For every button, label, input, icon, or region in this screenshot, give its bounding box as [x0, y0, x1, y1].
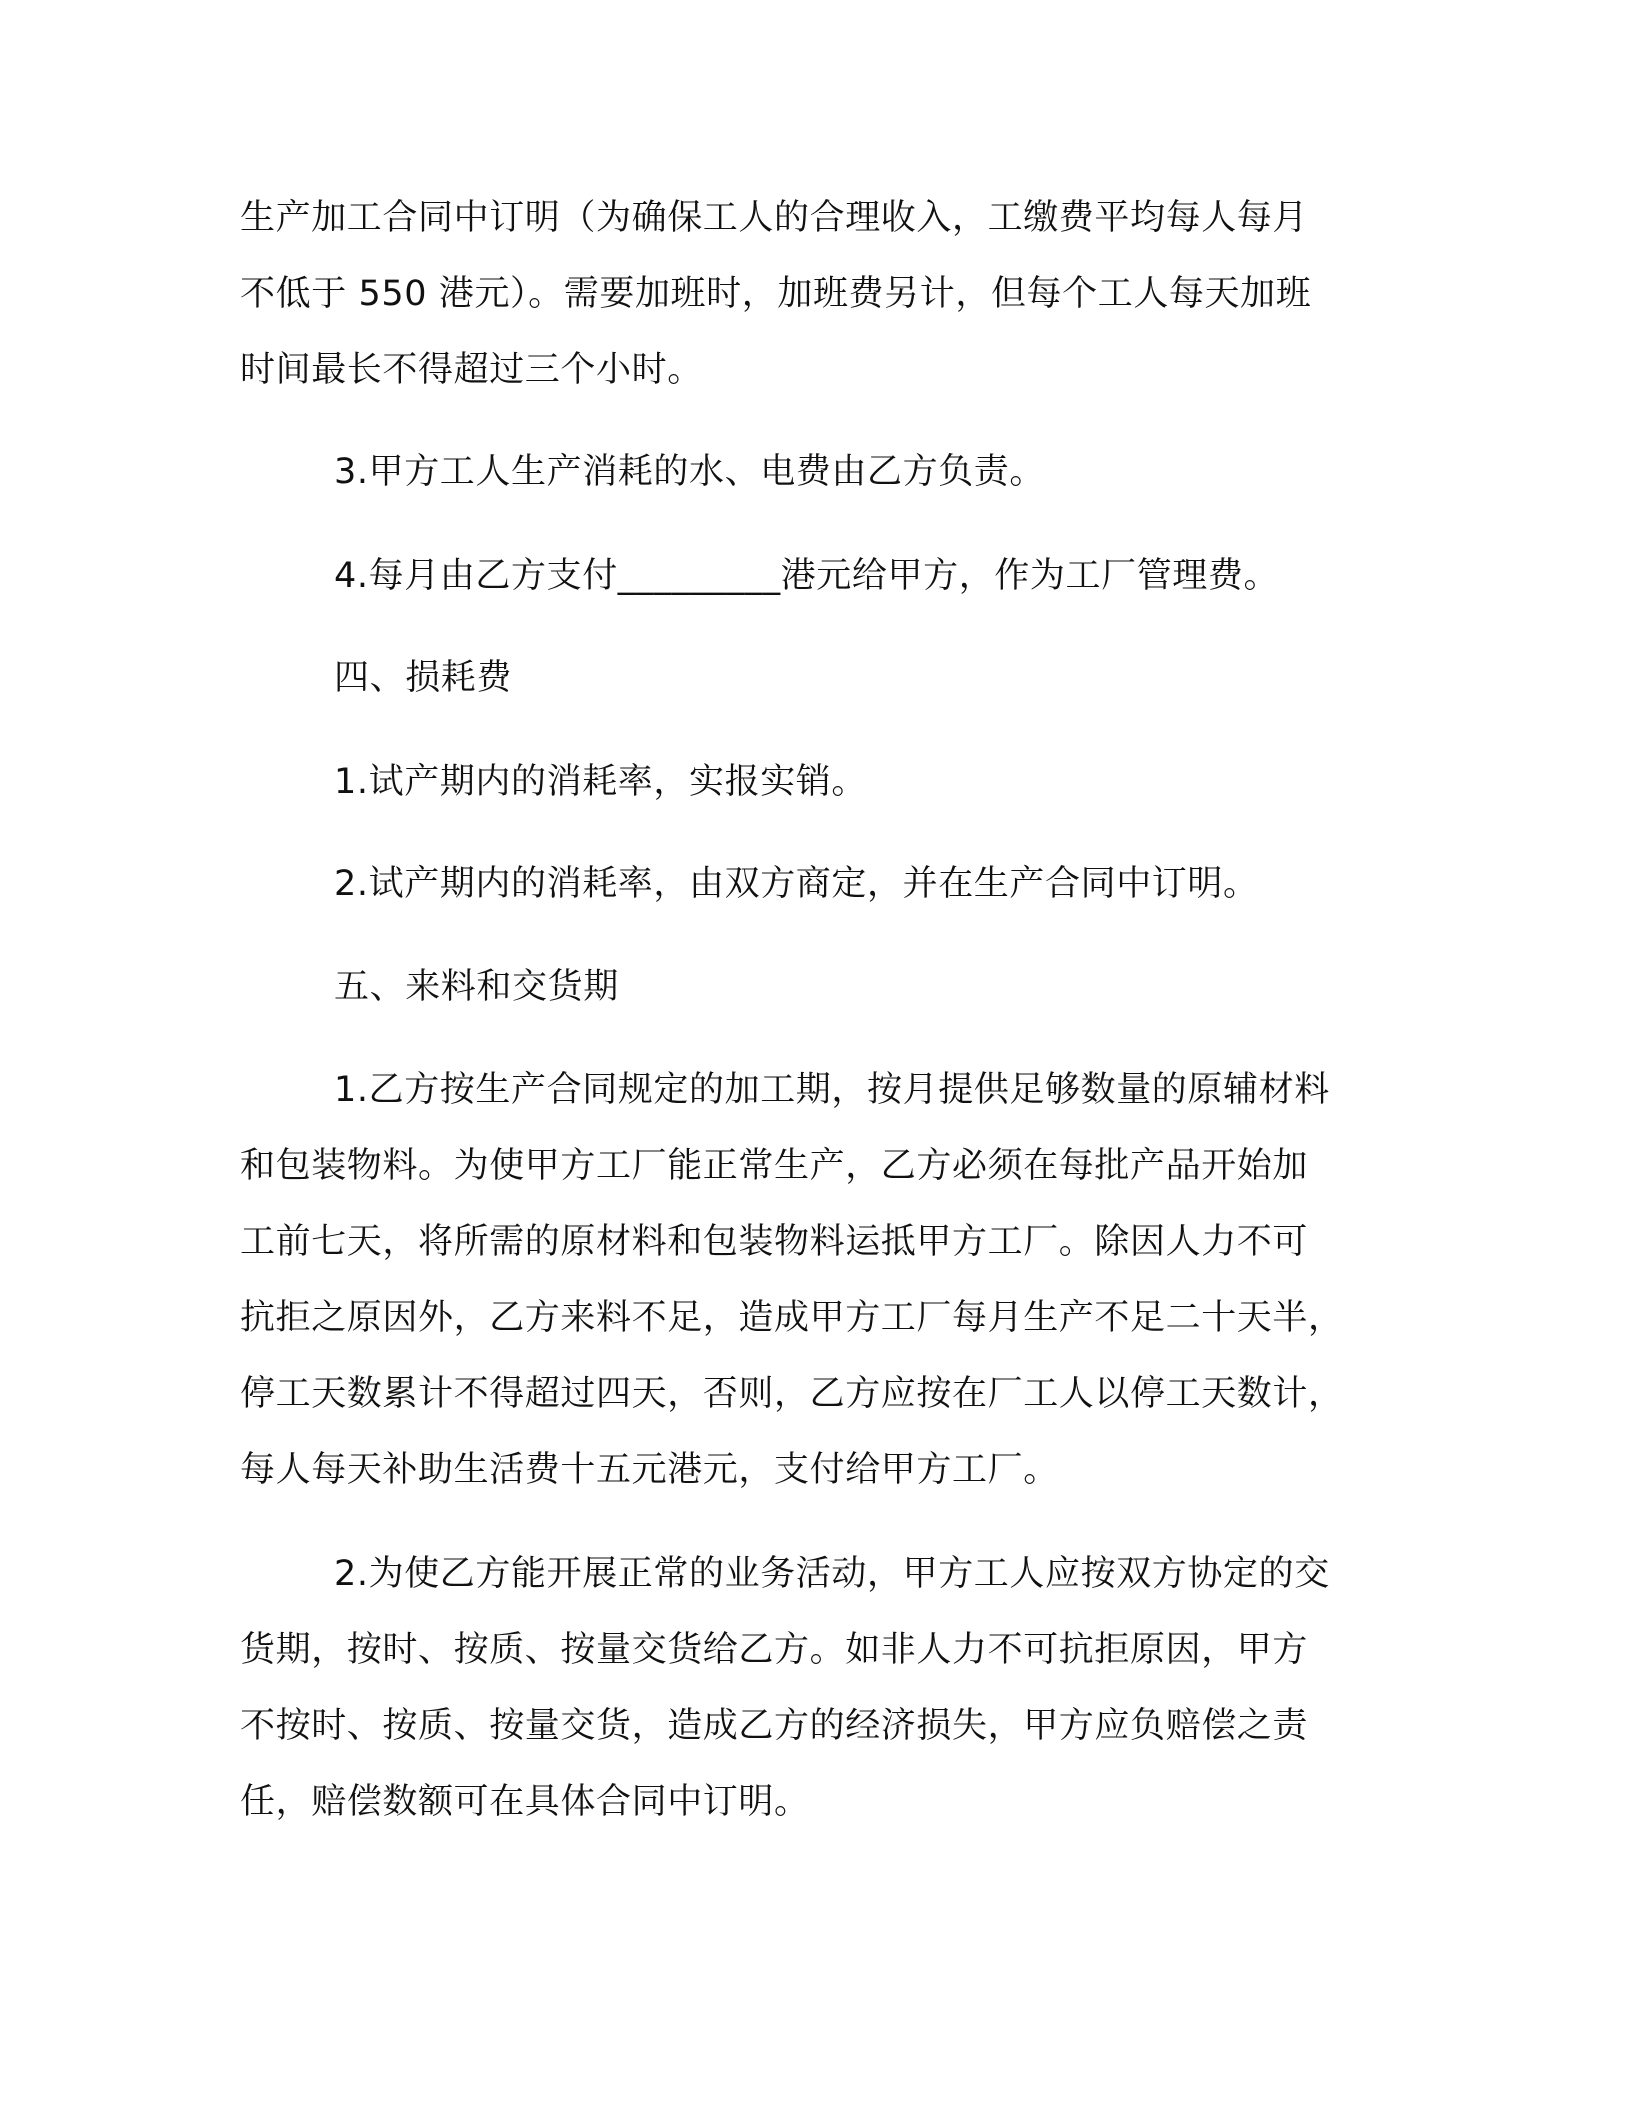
clause-1-trial-consumption: 1.试产期内的消耗率，实报实销。 — [334, 762, 867, 802]
paragraph-line: 2.为使乙方能开展正常的业务活动，甲方工人应按双方协定的交 — [334, 1554, 1330, 1594]
paragraph-line: 生产加工合同中订明（为确保工人的合理收入，工缴费平均每人每月 — [240, 198, 1309, 238]
paragraph-line: 1.乙方按生产合同规定的加工期，按月提供足够数量的原辅材料 — [334, 1070, 1330, 1110]
paragraph-line: 不按时、按质、按量交货，造成乙方的经济损失，甲方应负赔偿之责 — [240, 1706, 1309, 1746]
paragraph-line: 货期，按时、按质、按量交货给乙方。如非人力不可抗拒原因，甲方 — [240, 1630, 1309, 1670]
paragraph-line: 不低于 550 港元）。需要加班时，加班费另计，但每个工人每天加班 — [240, 274, 1312, 314]
paragraph-line: 工前七天，将所需的原材料和包装物料运抵甲方工厂。除因人力不可 — [240, 1222, 1309, 1262]
paragraph-line: 每人每天补助生活费十五元港元，支付给甲方工厂。 — [240, 1450, 1059, 1490]
paragraph-line: 和包装物料。为使甲方工厂能正常生产，乙方必须在每批产品开始加 — [240, 1146, 1309, 1186]
section-heading-loss-fee: 四、损耗费 — [334, 658, 513, 698]
section-heading-materials-delivery: 五、来料和交货期 — [334, 967, 619, 1007]
clause-3-water-electricity: 3.甲方工人生产消耗的水、电费由乙方负责。 — [334, 452, 1045, 492]
paragraph-line: 抗拒之原因外，乙方来料不足，造成甲方工厂每月生产不足二十天半， — [240, 1298, 1344, 1338]
paragraph-line: 任，赔偿数额可在具体合同中订明。 — [240, 1782, 810, 1822]
paragraph-line: 时间最长不得超过三个小时。 — [240, 350, 703, 390]
paragraph-line: 停工天数累计不得超过四天，否则，乙方应按在厂工人以停工天数计， — [240, 1374, 1344, 1414]
clause-4-management-fee: 4.每月由乙方支付_________港元给甲方，作为工厂管理费。 — [334, 556, 1280, 596]
clause-2-trial-consumption: 2.试产期内的消耗率，由双方商定，并在生产合同中订明。 — [334, 864, 1259, 904]
